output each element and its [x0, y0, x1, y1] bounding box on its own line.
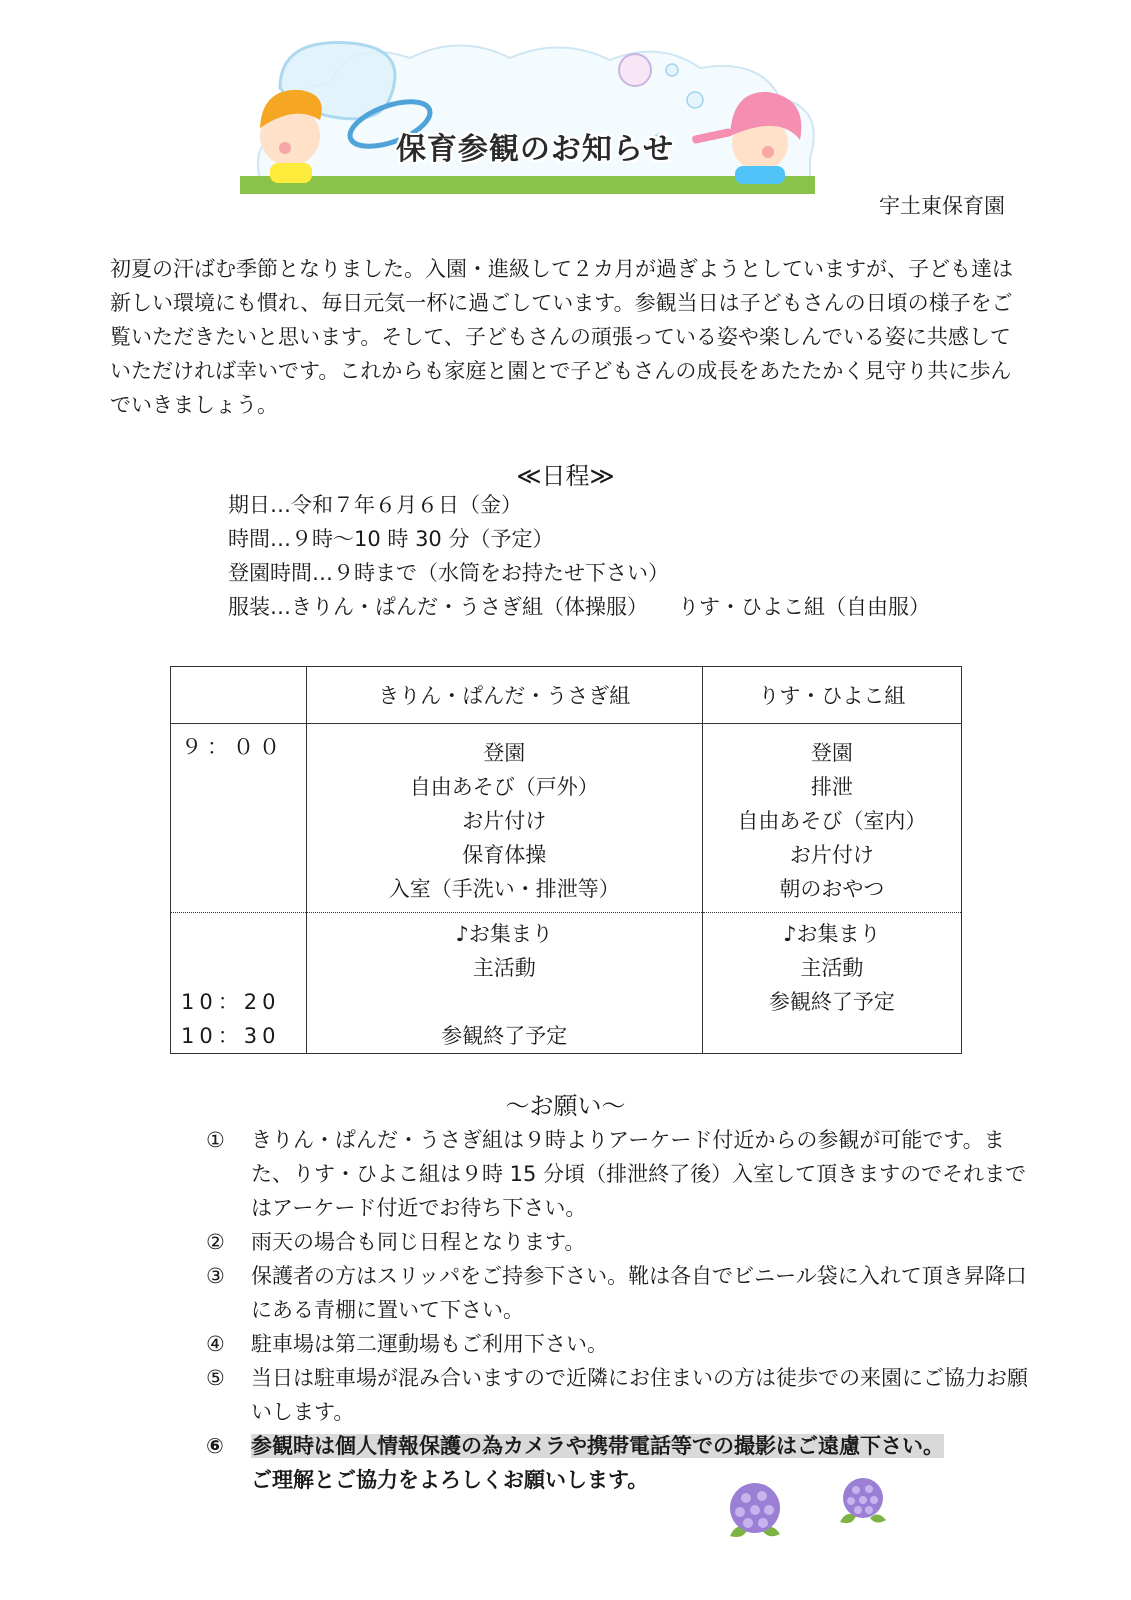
requests-title: ～お願い～: [505, 1092, 626, 1120]
item-text: 参観時は個人情報保護の為カメラや携帯電話等での撮影はご遠慮下さい。: [251, 1434, 944, 1458]
item-number: ②: [206, 1230, 225, 1254]
time-cell: [171, 913, 306, 1053]
table-row: [171, 724, 962, 913]
header-time: [171, 667, 307, 724]
item-number: ⑥: [206, 1434, 224, 1458]
header-group-b: りす・ひよこ組: [702, 667, 961, 724]
table-row: [171, 913, 962, 1054]
item-number: ④: [206, 1332, 225, 1356]
schedule-date: 期日…令和７年６月６日（金）: [228, 493, 522, 517]
activity: 参観終了予定: [768, 990, 895, 1014]
dress-group-b: りす・ひよこ組（自由服）: [678, 595, 930, 619]
closing-text: ご理解とご協力をよろしくお願いします。: [251, 1468, 649, 1492]
activity: 排泄: [810, 775, 853, 799]
header-group-a: きりん・ぱんだ・うさぎ組: [306, 667, 702, 724]
activity: 入室（手洗い・排泄等）: [388, 877, 620, 901]
time: 10：20: [181, 990, 281, 1014]
time: 10：30: [181, 1024, 281, 1048]
item-text: 当日は駐車場が混み合いますので近隣にお住まいの方は徒歩での来園にご協力お願いします。: [251, 1366, 1028, 1424]
dress-group-a: 服装…きりん・ぱんだ・うさぎ組（体操服）: [228, 595, 648, 619]
list-item: [206, 1225, 1036, 1259]
activity: 登園: [483, 741, 526, 765]
list-item: [206, 1259, 1036, 1327]
activity: 保育体操: [462, 843, 547, 867]
hydrangea-icon: [836, 1474, 890, 1528]
schedule-details: [228, 488, 930, 624]
item-number: ①: [206, 1128, 225, 1152]
schedule-time: 時間…９時～10 時 30 分（予定）: [228, 527, 554, 551]
intro-text: 初夏の汗ばむ季節となりました。入園・進級して２カ月が過ぎようとしていますが、子ども達は新しい環境にも慣れ、毎日元気一杯に過ごしています。参観当日は子どもさんの日頃の様子をご覧いただきたいと思います。そして、子どもさんの頑張っている姿や楽しんでいる姿に共感していただければ幸いです。これからも家庭と園とで子どもさんの成長をあたたかく見守り共に歩んでいきましょう。: [110, 257, 1013, 417]
activity: 登園: [810, 741, 853, 765]
activity-cell-group-b: [703, 724, 961, 912]
activity: 自由あそび（室内）: [737, 809, 927, 833]
activity: 主活動: [800, 956, 864, 980]
item-text: 雨天の場合も同じ日程となります。: [251, 1230, 586, 1254]
item-number: ③: [206, 1264, 225, 1288]
activity-spacer: [307, 985, 702, 1019]
activity: ♪お集まり: [455, 922, 553, 946]
activity: 自由あそび（戸外）: [409, 775, 599, 799]
item-number: ⑤: [206, 1366, 225, 1390]
activity-cell-group-b: [703, 913, 961, 1019]
list-item-highlighted: [206, 1429, 1036, 1463]
item-text: きりん・ぱんだ・うさぎ組は９時よりアーケード付近からの参観が可能です。また、りす・ひよこ組は９時 15 分頃（排泄終了後）入室して頂きますのでそれまではアーケード付近でお待ち下さい。: [251, 1128, 1027, 1220]
timetable-header-row: [171, 667, 962, 724]
requests-list: [206, 1123, 1036, 1497]
activity: 主活動: [472, 956, 536, 980]
timetable: [170, 666, 962, 1054]
time-cell: ９：００: [181, 735, 285, 759]
activity: お片付け: [789, 843, 874, 867]
item-text: 保護者の方はスリッパをご持参下さい。靴は各自でビニール袋に入れて頂き昇降口にある青棚に置いて下さい。: [251, 1264, 1027, 1322]
list-item: [206, 1361, 1036, 1429]
schedule-dress: [228, 590, 930, 624]
list-item: [206, 1327, 1036, 1361]
hydrangea-icon: [722, 1478, 788, 1544]
organization-name: 宇土東保育園: [879, 194, 1005, 218]
item-text: 駐車場は第二運動場もご利用下さい。: [251, 1332, 608, 1356]
list-item: [206, 1123, 1036, 1225]
activity: 朝のおやつ: [779, 877, 885, 901]
bubble-kids-illustration: [240, 28, 830, 200]
header-banner: [240, 28, 830, 200]
activity: ♪お集まり: [783, 922, 881, 946]
activity-cell-group-a: [307, 913, 702, 1053]
intro-paragraph: [110, 252, 1030, 422]
schedule-arrival: 登園時間…９時まで（水筒をお持たせ下さい）: [228, 561, 669, 585]
activity-cell-group-a: [307, 724, 702, 912]
activity: 参観終了予定: [441, 1024, 568, 1048]
banner-title: 保育参観のお知らせ: [395, 132, 675, 167]
activity: お片付け: [462, 809, 547, 833]
schedule-title: ≪日程≫: [516, 462, 615, 490]
